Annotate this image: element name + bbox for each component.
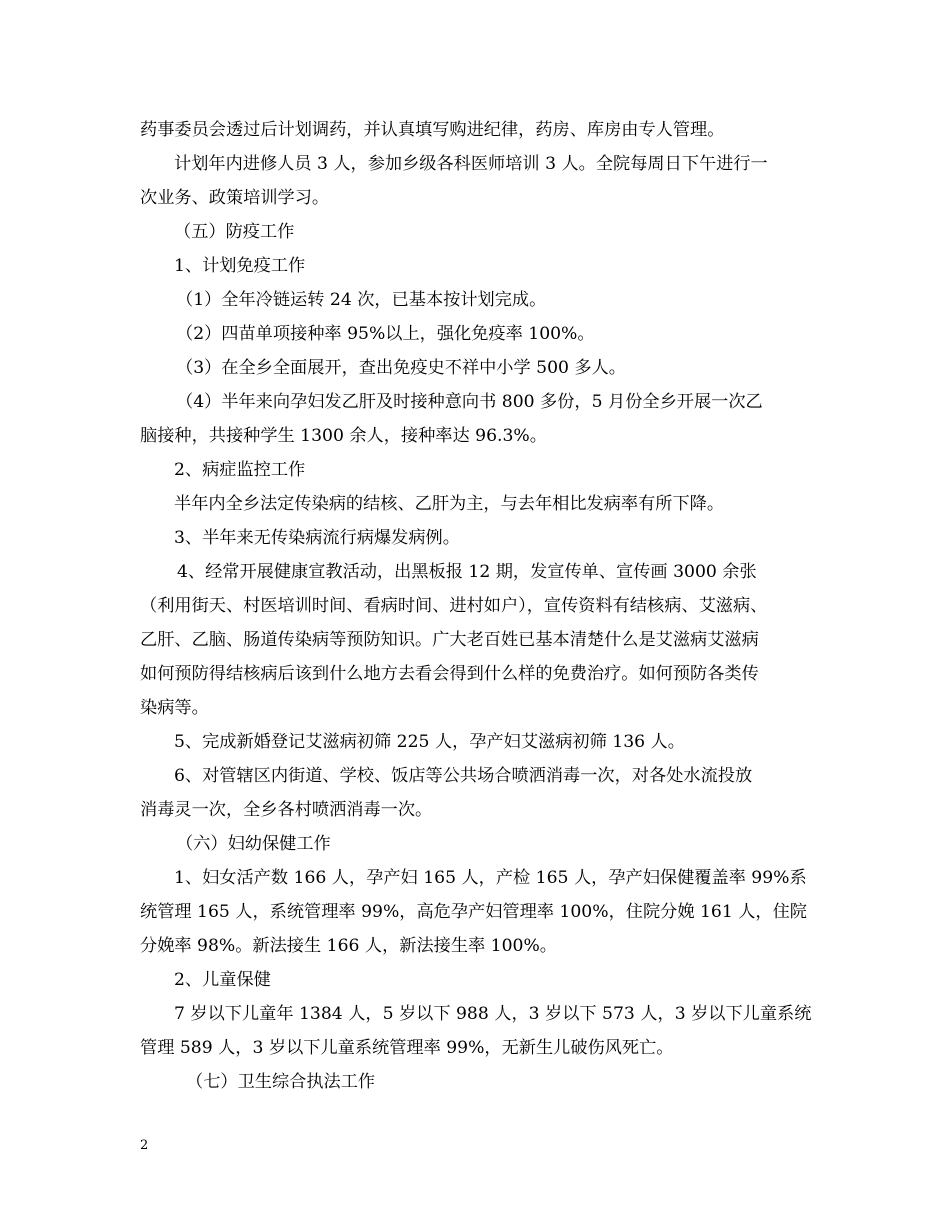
paragraph-line: 药事委员会透过后计划调药，并认真填写购进纪律，药房、库房由专人管理。 [140,120,725,140]
subsection-heading: 2、儿童保健 [174,970,271,990]
subsection-heading: 1、计划免疫工作 [174,256,306,276]
page-number: 2 [140,1138,149,1153]
paragraph-line: 计划年内进修人员 3 人，参加乡级各科医师培训 3 人。全院每周日下午进行一 [174,154,768,174]
section-heading: （六）妇幼保健工作 [176,834,331,854]
paragraph-line: 如何预防得结核病后该到什么地方去看会得到什么样的免费治疗。如何预防各类传 [140,664,759,684]
paragraph-line: 半年内全乡法定传染病的结核、乙肝为主，与去年相比发病率有所下降。 [174,494,725,514]
section-heading: （五）防疫工作 [174,222,295,242]
paragraph-line: 1、妇女活产数 166 人，孕产妇 165 人，产检 165 人，孕产妇保健覆盖率 99%系 [174,868,807,888]
paragraph-line: 脑接种，共接种学生 1300 余人，接种率达 96.3%。 [140,426,547,446]
paragraph-line: 统管理 165 人，系统管理率 99%，高危孕产妇管理率 100%，住院分娩 161 人，住院 [140,902,807,922]
paragraph-line: 次业务、政策培训学习。 [140,188,330,208]
paragraph-line: （利用街天、村医培训时间、看病时间、进村如户），宣传资料有结核病、艾滋病、 [140,596,768,616]
paragraph-line: 4、经常开展健康宣教活动，出黑板报 12 期，发宣传单、宣传画 3000 余张 [177,562,757,582]
paragraph-line: 3、半年来无传染病流行病爆发病例。 [174,528,460,548]
paragraph-line: 6、对管辖区内街道、学校、饭店等公共场合喷洒消毒一次，对各处水流投放 [174,766,753,786]
paragraph-line: 消毒灵一次，全乡各村喷洒消毒一次。 [140,800,433,820]
paragraph-line: 染病等。 [140,698,209,718]
list-item: （2）四苗单项接种率 95%以上，强化免疫率 100%。 [176,324,595,344]
section-heading: （七）卫生综合执法工作 [186,1072,376,1092]
subsection-heading: 2、病症监控工作 [174,460,306,480]
list-item: （3）在全乡全面展开，查出免疫史不祥中小学 500 多人。 [176,358,626,378]
paragraph-line: 管理 589 人，3 岁以下儿童系统管理率 99%，无新生儿破伤风死亡。 [140,1038,674,1058]
document-body [140,113,815,1099]
paragraph-line: 乙肝、乙脑、肠道传染病等预防知识。广大老百姓已基本清楚什么是艾滋病艾滋病 [140,630,759,650]
paragraph-line: 分娩率 98%。新法接生 166 人，新法接生率 100%。 [140,936,557,956]
list-item: （1）全年冷链运转 24 次，已基本按计划完成。 [176,290,547,310]
paragraph-line: 7 岁以下儿童年 1384 人，5 岁以下 988 人，3 岁以下 573 人，3 岁以下儿童系统 [174,1004,812,1024]
list-item: （4）半年来向孕妇发乙肝及时接种意向书 800 多份，5 月份全乡开展一次乙 [176,392,763,412]
paragraph-line: 5、完成新婚登记艾滋病初筛 225 人，孕产妇艾滋病初筛 136 人。 [174,732,685,752]
